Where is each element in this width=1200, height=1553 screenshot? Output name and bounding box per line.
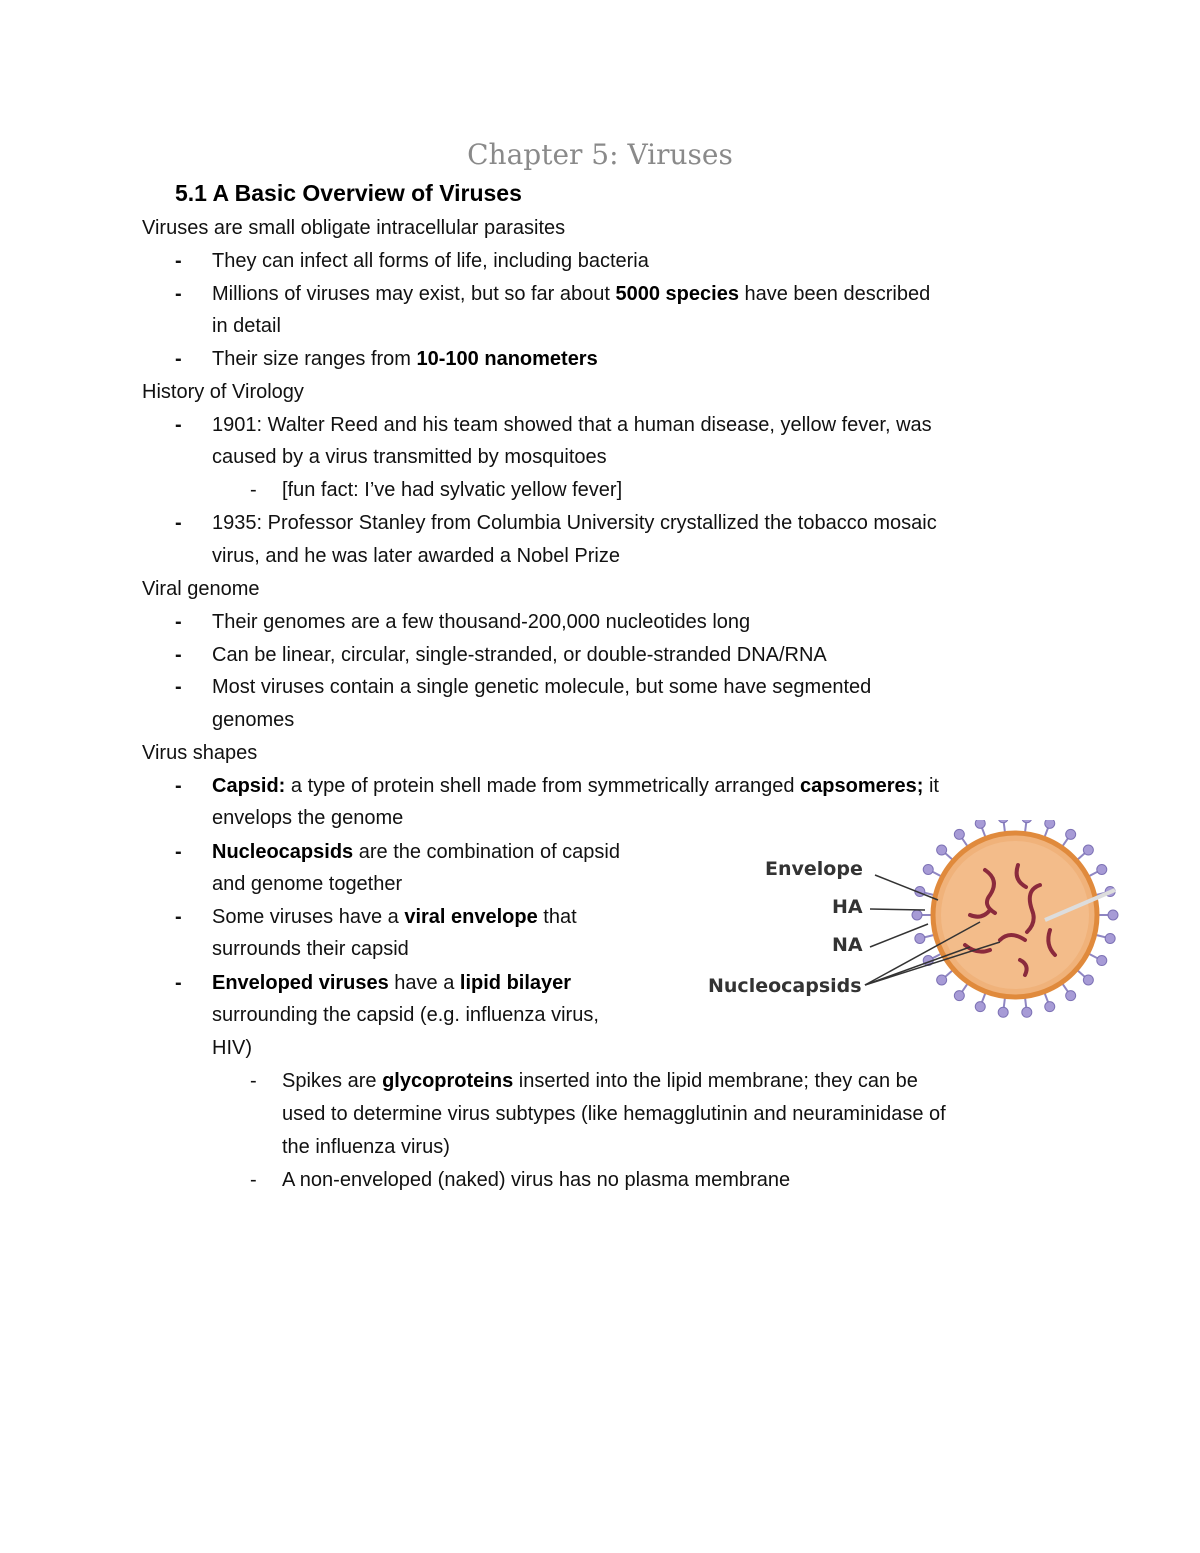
shapes-bullet-envelope-cont: surrounds their capsid xyxy=(212,938,409,960)
figure-label-ha: HA xyxy=(832,896,863,918)
shapes-sub-spikes-cont-2: the influenza virus) xyxy=(282,1136,450,1158)
bullet-dash: - xyxy=(175,644,182,666)
bullet-dash: - xyxy=(175,676,182,698)
spike-head xyxy=(1097,864,1107,874)
history-bullet-1: 1901: Walter Reed and his team showed that a human disease, yellow fever, was xyxy=(212,414,932,436)
genome-bullet-3: Most viruses contain a single genetic molecule, but some have segmented xyxy=(212,676,872,698)
virus-diagram xyxy=(700,820,1120,1020)
shapes-bullet-nucleocapsids: Nucleocapsids are the combination of capsid xyxy=(212,841,620,863)
history-bullet-2: 1935: Professor Stanley from Columbia University crystallized the tobacco mosaic xyxy=(212,512,937,534)
genome-heading: Viral genome xyxy=(142,578,260,600)
spike-head xyxy=(1066,991,1076,1001)
history-bullet-2-cont: virus, and he was later awarded a Nobel Prize xyxy=(212,545,620,567)
bullet-dash: - xyxy=(175,906,182,928)
bullet-dash: - xyxy=(175,611,182,633)
genome-bullet-1: Their genomes are a few thousand-200,000 nucleotides long xyxy=(212,611,751,633)
spike-head xyxy=(975,820,985,828)
spike-head xyxy=(954,991,964,1001)
shapes-bullet-enveloped-cont-2: HIV) xyxy=(212,1037,252,1059)
spike-head xyxy=(975,1002,985,1012)
influenza-virus-figure xyxy=(700,820,1120,1020)
spike-head xyxy=(998,820,1008,823)
history-sub-1: [fun fact: I’ve had sylvatic yellow fever] xyxy=(282,479,623,501)
history-bullet-1-cont: caused by a virus transmitted by mosquitoes xyxy=(212,446,607,468)
virus-capsid xyxy=(941,841,1089,989)
spike-head xyxy=(912,910,922,920)
spike-head xyxy=(998,1007,1008,1017)
intro-bullet-3: Their size ranges from 10-100 nanometers xyxy=(212,348,598,370)
section-title: 5.1 A Basic Overview of Viruses xyxy=(175,180,522,206)
shapes-sub-naked: A non-enveloped (naked) virus has no plasma membrane xyxy=(282,1169,791,1191)
intro-heading: Viruses are small obligate intracellular parasites xyxy=(142,217,566,239)
bullet-dash: - xyxy=(175,283,182,305)
spike-head xyxy=(1097,956,1107,966)
figure-label-nucleocapsids: Nucleocapsids xyxy=(708,975,862,997)
spike-head xyxy=(1045,1002,1055,1012)
shapes-sub-spikes: Spikes are glycoproteins inserted into the lipid membrane; they can be xyxy=(282,1070,918,1092)
spike-head xyxy=(915,933,925,943)
bullet-dash: - xyxy=(175,414,182,436)
bullet-dash: - xyxy=(175,250,182,272)
spike-head xyxy=(1105,933,1115,943)
spike-head xyxy=(1022,820,1032,823)
spike-head xyxy=(1022,1007,1032,1017)
shapes-heading: Virus shapes xyxy=(142,742,258,764)
spike-head xyxy=(954,829,964,839)
spike-head xyxy=(1083,975,1093,985)
genome-bullet-2: Can be linear, circular, single-stranded, or double-stranded DNA/RNA xyxy=(212,644,827,666)
shapes-sub-spikes-cont-1: used to determine virus subtypes (like hemagglutinin and neuraminidase of xyxy=(282,1103,946,1125)
intro-bullet-2-cont: in detail xyxy=(212,315,281,337)
shapes-bullet-enveloped: Enveloped viruses have a lipid bilayer xyxy=(212,972,572,994)
spike-head xyxy=(923,864,933,874)
spike-head xyxy=(1066,829,1076,839)
bullet-dash: - xyxy=(175,972,182,994)
bullet-dash: - xyxy=(175,348,182,370)
sub-bullet-dash: - xyxy=(250,1169,257,1191)
sub-bullet-dash: - xyxy=(250,479,257,501)
sub-bullet-dash: - xyxy=(250,1070,257,1092)
shapes-bullet-envelope: Some viruses have a viral envelope that xyxy=(212,906,577,928)
spike-head xyxy=(1108,910,1118,920)
spike-head xyxy=(1083,845,1093,855)
spike-head xyxy=(937,845,947,855)
intro-bullet-1: They can infect all forms of life, including bacteria xyxy=(212,250,649,272)
figure-label-na: NA xyxy=(832,934,863,956)
shapes-bullet-nucleocapsids-cont: and genome together xyxy=(212,873,403,895)
shapes-bullet-capsid-cont: envelops the genome xyxy=(212,807,404,829)
shapes-bullet-capsid: Capsid: a type of protein shell made from symmetrically arranged capsomeres; it xyxy=(212,775,939,797)
genome-bullet-3-cont: genomes xyxy=(212,709,295,731)
intro-bullet-2: Millions of viruses may exist, but so far about 5000 species have been described xyxy=(212,283,931,305)
bullet-dash: - xyxy=(175,841,182,863)
spike-head xyxy=(937,975,947,985)
shapes-bullet-enveloped-cont-1: surrounding the capsid (e.g. influenza virus, xyxy=(212,1004,599,1026)
chapter-title: Chapter 5: Viruses xyxy=(467,138,733,171)
bullet-dash: - xyxy=(175,775,182,797)
bullet-dash: - xyxy=(175,512,182,534)
figure-label-envelope: Envelope xyxy=(765,858,863,880)
history-heading: History of Virology xyxy=(142,381,304,403)
spike-head xyxy=(1045,820,1055,828)
